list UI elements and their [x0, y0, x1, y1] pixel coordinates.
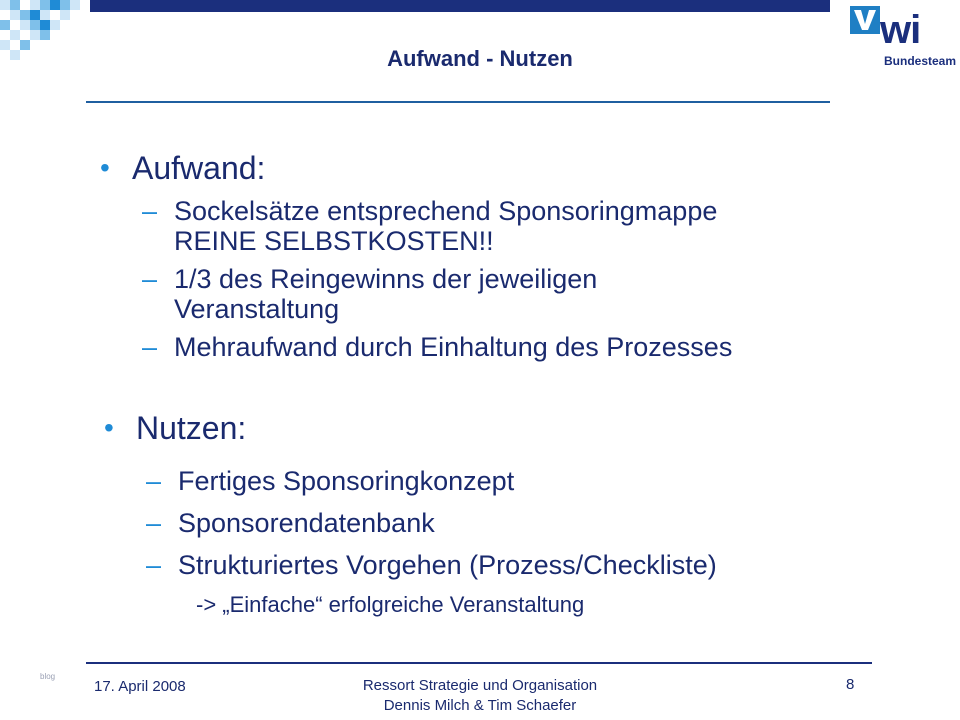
footer-date: 17. April 2008	[94, 678, 186, 695]
footer-department: Ressort Strategie und Organisation	[362, 677, 598, 694]
footer-divider	[86, 662, 872, 664]
pixel-mosaic-decoration	[0, 0, 90, 70]
dash-icon: –	[142, 332, 158, 362]
dash-icon: –	[146, 508, 162, 538]
logo	[848, 4, 956, 74]
logo-v-mark	[850, 6, 880, 34]
footer-tiny-mark: blog	[40, 672, 56, 681]
footer-center	[300, 676, 660, 716]
slide-title: Aufwand - Nutzen	[387, 46, 573, 71]
sub-note: -> „Einfache“ erfolgreiche Veranstaltung	[196, 592, 585, 617]
dash-icon: –	[146, 466, 162, 496]
bullet-dot-icon: •	[104, 412, 114, 443]
footer-authors: Dennis Milch & Tim Schaefer	[383, 697, 577, 714]
page-number: 8	[846, 676, 855, 693]
logo-text: wi	[880, 8, 921, 52]
dash-icon: –	[142, 196, 158, 226]
top-bar	[90, 0, 830, 12]
slide: Aufwand - Nutzen wi Bundesteam • Aufwand: – Sockelsätze entsprechend Sponsoringmappe REINE SELBSTKOSTEN!! – 1/3 des Reingewinns der jeweiligen Veranstaltung – Mehraufwand durch Einhaltung des Prozesses • Nutzen: – Fertiges Sponsoringkonzept – Sponsorendatenbank – Strukturiertes Vorgehen (Prozess/Checkliste) -> „Einfache“ erfolgreiche Veranstaltung blog 17. April 2008 Ressort Strategie und Organisation Dennis Milch & Tim Schaefer 8	[0, 0, 960, 720]
logo-subtitle: Bundesteam	[884, 54, 957, 68]
title-divider	[86, 101, 830, 103]
dash-icon: –	[146, 550, 162, 580]
dash-icon: –	[142, 264, 158, 294]
bullet-dot-icon: •	[100, 152, 110, 183]
